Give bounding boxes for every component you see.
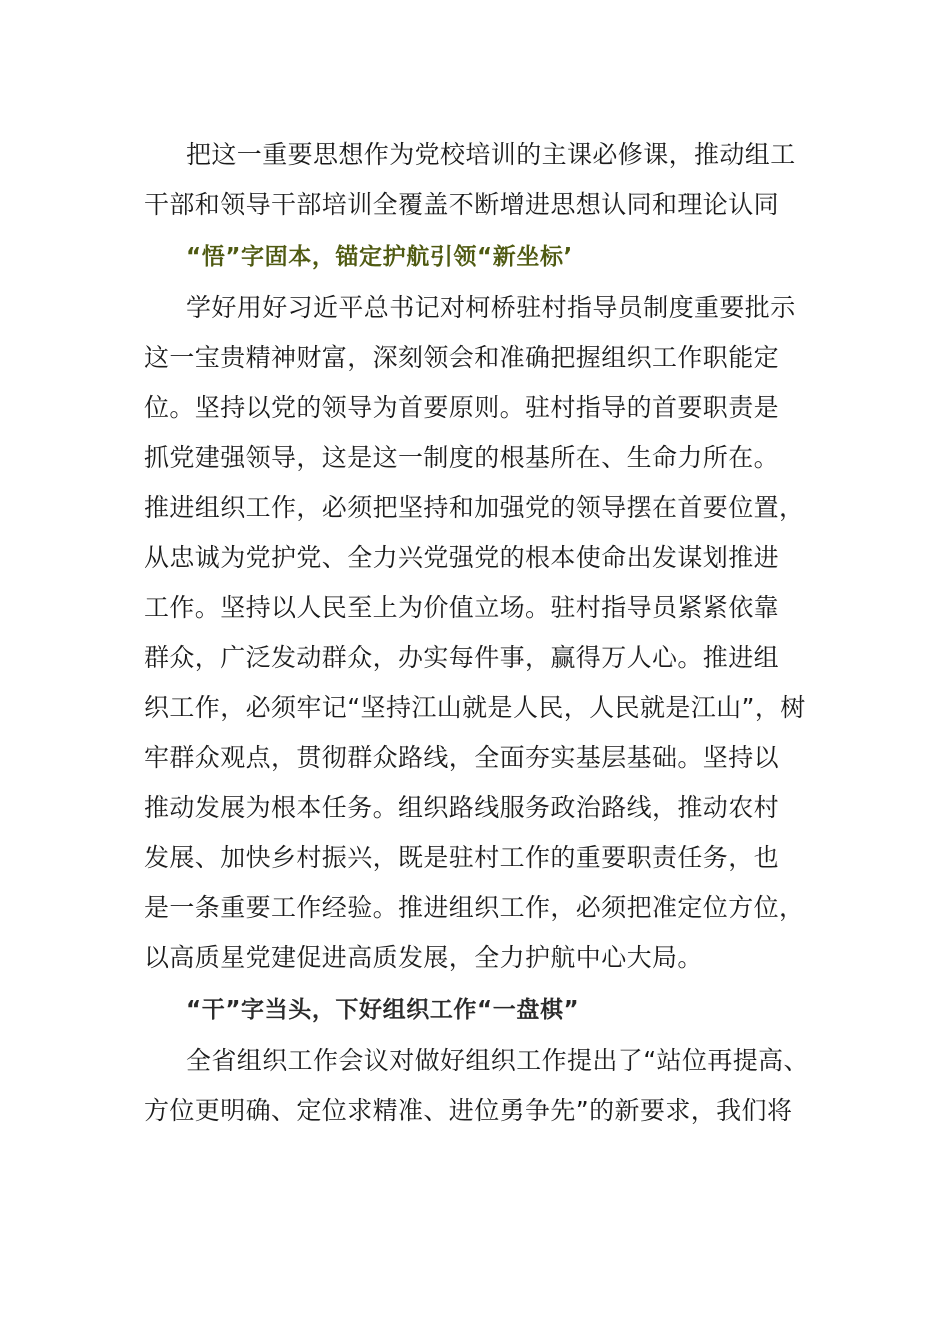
paragraph-1-line-1: 把这一重要思想作为党校培训的主课必修课，推动组工 [186,140,796,169]
paragraph-2-line-4: 抓党建强领导，这是这一制度的根基所在、生命力所在。 [144,443,780,472]
section-heading-gan: “干”字当头，下好组织工作“一盘棋” [186,997,580,1023]
paragraph-2-line-14: 以高质星党建促进高质发展，全力护航中心大局。 [144,943,703,972]
paragraph-2-line-11: 推动发展为根本任务。组织路线服务政治路线，推动农村 [144,793,780,822]
paragraph-2-line-8: 群众，广泛发动群众，办实每件事，赢得万人心。推进组 [144,643,780,672]
paragraph-3-line-2: 方位更明确、定位求精准、进位勇争先”的新要求，我们将 [144,1096,793,1125]
paragraph-2-line-12: 发展、加快乡村振兴，既是驻村工作的重要职责任务，也 [144,843,780,872]
paragraph-2-line-7: 工作。坚持以人民至上为价值立场。驻村指导员紧紧依靠 [144,593,780,622]
paragraph-3-line-1: 全省组织工作会议对做好组织工作提出了“站位再提高、 [186,1046,809,1075]
paragraph-2-line-6: 从忠诚为党护党、全力兴党强党的根本使命出发谋划推进 [144,543,780,572]
paragraph-2-line-1: 学好用好习近平总书记对柯桥驻村指导员制度重要批示 [186,293,796,322]
paragraph-2-line-9: 织工作，必须牢记“坚持江山就是人民，人民就是江山”，树 [144,693,806,722]
paragraph-2-line-3: 位。坚持以党的领导为首要原则。驻村指导的首要职责是 [144,393,780,422]
paragraph-2-line-10: 牢群众观点，贯彻群众路线，全面夯实基层基础。坚持以 [144,743,780,772]
paragraph-2-line-2: 这一宝贵精神财富，深刻领会和准确把握组织工作职能定 [144,343,780,372]
section-heading-wu: “悟”字固本，锚定护航引领“新坐标’ [186,244,573,270]
paragraph-2-line-13: 是一条重要工作经验。推进组织工作，必须把准定位方位， [144,893,805,922]
paragraph-1-line-2: 干部和领导干部培训全覆盖不断增进思想认同和理论认同 [144,190,780,219]
paragraph-2-line-5: 推进组织工作，必须把坚持和加强党的领导摆在首要位置， [144,493,805,522]
